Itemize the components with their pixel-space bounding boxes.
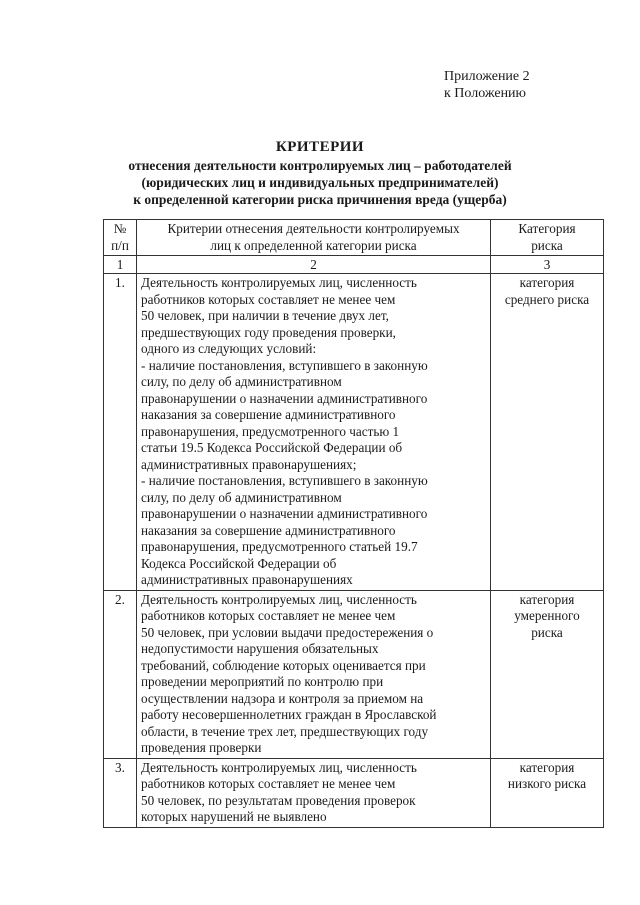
row-criteria: [137, 758, 491, 827]
criteria-text-line: недопустимости нарушения обязательных: [141, 641, 379, 656]
heading-line-1: отнесения деятельности контролируемых лиц – работодателей: [128, 158, 512, 173]
heading-title: КРИТЕРИИ: [275, 139, 365, 155]
criteria-text-line: Деятельность контролируемых лиц, численность: [141, 759, 417, 775]
criteria-text-line: проведении мероприятий по контролю при: [141, 674, 384, 689]
column-number-row: [104, 256, 604, 274]
criteria-text-line: Деятельность контролируемых лиц, численность: [141, 591, 417, 607]
criteria-text-line: осуществлении надзора и контроля за приемом на: [141, 690, 424, 706]
header-number: [104, 220, 137, 256]
heading-line-3: к определенной категории риска причинения вреда (ущерба): [133, 192, 507, 207]
header-category-line-1: Категория: [518, 221, 576, 236]
appendix-line-2: к Положению: [444, 86, 527, 101]
criteria-text-line: одного из следующих условий:: [141, 341, 317, 356]
criteria-text-line: 50 человек, при наличии в течение двух лет,: [141, 308, 389, 323]
criteria-text-line: наказания за совершение административного: [141, 522, 396, 538]
category-text-line: риска: [531, 624, 563, 640]
column-number-3: 3: [491, 256, 604, 274]
criteria-text-line: работников которых составляет не менее чем: [141, 291, 396, 307]
category-text-line: низкого риска: [507, 776, 587, 791]
criteria-text-line: 50 человек, по результатам проведения проверок: [141, 792, 416, 808]
criteria-text-line: наказания за совершение административного: [141, 407, 396, 422]
criteria-text-line: административных правонарушениях;: [141, 456, 357, 472]
table-row: [104, 758, 604, 827]
header-number-line-2: п/п: [111, 237, 129, 253]
criteria-text-line: 50 человек, при условии выдачи предостережения о: [141, 624, 434, 640]
category-text-line: категория: [519, 759, 575, 775]
criteria-table: [103, 219, 604, 828]
row-number: 2.: [104, 590, 137, 758]
criteria-text-line: правонарушении о назначении административного: [141, 390, 428, 406]
criteria-text-line: предшествующих году проведения проверки,: [141, 324, 396, 340]
row-criteria: [137, 274, 491, 591]
header-criteria-line-2: лиц к определенной категории риска: [210, 237, 417, 253]
table-row: [104, 590, 604, 758]
criteria-text-line: правонарушении о назначении административного: [141, 506, 428, 521]
criteria-text-line: силу, по делу об административном: [141, 489, 342, 505]
header-criteria: [137, 220, 491, 256]
row-number: 3.: [104, 758, 137, 827]
document-heading: [100, 138, 540, 208]
row-category: [491, 590, 604, 758]
heading-line-2: (юридических лиц и индивидуальных предпринимателей): [141, 175, 499, 190]
criteria-text-line: требований, соблюдение которых оценивается при: [141, 657, 426, 673]
criteria-text-line: проведения проверки: [141, 740, 262, 755]
appendix-note: [444, 68, 530, 102]
criteria-text-line: Кодекса Российской Федерации об: [141, 555, 337, 571]
category-text-line: умеренного: [514, 608, 580, 623]
table-header-row: [104, 220, 604, 256]
criteria-text-line: работников которых составляет не менее чем: [141, 608, 396, 623]
row-category: [491, 274, 604, 591]
header-category-line-2: риска: [531, 237, 563, 253]
row-criteria: [137, 590, 491, 758]
header-criteria-line-1: Критерии отнесения деятельности контролируемых: [167, 221, 460, 236]
criteria-text-line: Деятельность контролируемых лиц, численность: [141, 275, 417, 290]
criteria-text-line: статьи 19.5 Кодекса Российской Федерации об: [141, 440, 403, 455]
criteria-text-line: правонарушения, предусмотренного статьей 19.7: [141, 539, 418, 554]
category-text-line: категория: [519, 275, 575, 290]
criteria-text-line: административных правонарушениях: [141, 572, 353, 587]
criteria-text-line: - наличие постановления, вступившего в законную: [141, 473, 428, 488]
column-number-1: 1: [104, 256, 137, 274]
table-row: [104, 274, 604, 591]
category-text-line: среднего риска: [504, 291, 590, 307]
appendix-line-1: Приложение 2: [444, 69, 530, 84]
criteria-text-line: которых нарушений не выявлено: [141, 809, 327, 824]
criteria-text-line: - наличие постановления, вступившего в законную: [141, 357, 428, 373]
criteria-text-line: силу, по делу об административном: [141, 374, 342, 389]
row-category: [491, 758, 604, 827]
row-number: 1.: [104, 274, 137, 591]
category-text-line: категория: [519, 591, 575, 607]
criteria-text-line: работу несовершеннолетних граждан в Ярославской: [141, 707, 437, 722]
column-number-2: 2: [137, 256, 491, 274]
criteria-text-line: области, в течение трех лет, предшествующих году: [141, 723, 429, 739]
criteria-text-line: правонарушения, предусмотренного частью 1: [141, 423, 400, 439]
criteria-text-line: работников которых составляет не менее чем: [141, 776, 396, 791]
header-category: [491, 220, 604, 256]
header-number-line-1: №: [113, 221, 127, 236]
